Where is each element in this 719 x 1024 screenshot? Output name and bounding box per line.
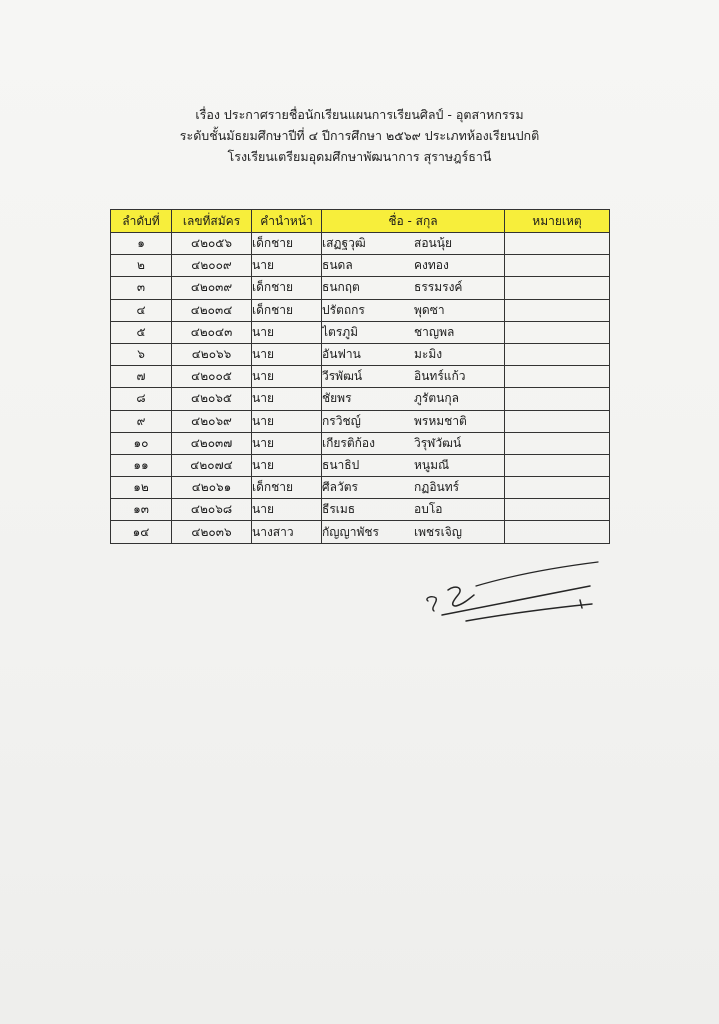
table-body — [111, 233, 610, 544]
table-row — [111, 277, 610, 299]
first-name: ปรัตถกร — [322, 302, 365, 317]
first-name: กัญญาพัชร — [322, 524, 379, 539]
col-name-header: ชื่อ - สกุล — [322, 210, 505, 233]
table-row — [111, 388, 610, 410]
table-row — [111, 454, 610, 476]
name-cell — [322, 366, 505, 388]
first-name: เกียรติก้อง — [322, 435, 375, 450]
name-cell — [322, 499, 505, 521]
name-cell — [322, 277, 505, 299]
first-name: ธนาธิป — [322, 457, 360, 472]
level-line: ระดับชั้นมัธยมศึกษาปีที่ ๔ ปีการศึกษา ๒๕๖๙ ประเภทห้องเรียนปกติ — [179, 128, 540, 143]
title-cell: นาย — [252, 255, 322, 277]
app-no-cell: ๔๒๐๖๑ — [172, 477, 252, 499]
table-row — [111, 499, 610, 521]
col-order-header: ลำดับที่ — [111, 210, 172, 233]
first-name: ธนกฤต — [322, 280, 360, 295]
last-name: มะมิง — [414, 347, 443, 362]
remark-cell — [505, 410, 610, 432]
app-no-cell: ๔๒๐๐๕ — [172, 366, 252, 388]
name-cell — [322, 299, 505, 321]
title-cell: นาย — [252, 321, 322, 343]
table-row — [111, 410, 610, 432]
title-cell: เด็กชาย — [252, 299, 322, 321]
last-name: อบโอ — [414, 502, 443, 517]
order-cell: ๓ — [111, 277, 172, 299]
order-cell: ๑ — [111, 233, 172, 255]
app-no-cell: ๔๒๐๖๕ — [172, 388, 252, 410]
remark-cell — [505, 388, 610, 410]
order-cell: ๕ — [111, 321, 172, 343]
last-name: ภูรัตนกุล — [414, 391, 459, 406]
app-no-cell: ๔๒๐๓๔ — [172, 299, 252, 321]
app-no-cell: ๔๒๐๓๗ — [172, 432, 252, 454]
name-cell — [322, 321, 505, 343]
remark-cell — [505, 277, 610, 299]
first-name: ชัยพร — [322, 391, 352, 406]
table-row — [111, 321, 610, 343]
app-no-cell: ๔๒๐๖๘ — [172, 499, 252, 521]
remark-cell — [505, 343, 610, 365]
name-cell — [322, 432, 505, 454]
last-name: วิรุฬวัฒน์ — [414, 435, 462, 450]
title-cell: นาย — [252, 410, 322, 432]
school-line: โรงเรียนเตรียมอุดมศึกษาพัฒนาการ สุราษฎร์ธานี — [227, 149, 492, 164]
order-cell: ๑๑ — [111, 454, 172, 476]
order-cell: ๖ — [111, 343, 172, 365]
app-no-cell: ๔๒๐๖๙ — [172, 410, 252, 432]
first-name: อันฟาน — [322, 347, 361, 362]
first-name: ธีรเมธ — [322, 502, 356, 517]
order-cell: ๑๒ — [111, 477, 172, 499]
last-name: ธรรมรงค์ — [414, 280, 463, 295]
title-cell: เด็กชาย — [252, 277, 322, 299]
table-row — [111, 366, 610, 388]
title-cell: นาย — [252, 499, 322, 521]
name-cell — [322, 454, 505, 476]
remark-cell — [505, 454, 610, 476]
order-cell: ๙ — [111, 410, 172, 432]
title-cell: นาย — [252, 432, 322, 454]
remark-cell — [505, 366, 610, 388]
signature-icon — [420, 558, 610, 628]
remark-cell — [505, 255, 610, 277]
title-cell: นางสาว — [252, 521, 322, 543]
announcement-header — [0, 104, 719, 167]
student-table — [110, 209, 610, 544]
last-name: พุดซา — [414, 302, 445, 317]
table-header-row — [111, 210, 610, 233]
table-row — [111, 233, 610, 255]
name-cell — [322, 343, 505, 365]
name-cell — [322, 388, 505, 410]
remark-cell — [505, 432, 610, 454]
first-name: วีรพัฒน์ — [322, 369, 363, 384]
name-cell — [322, 233, 505, 255]
first-name: เสฏฐวุฒิ — [322, 236, 366, 251]
first-name: กรวิชญ์ — [322, 413, 361, 428]
table-row — [111, 521, 610, 543]
first-name: ศีลวัตร — [322, 480, 358, 495]
remark-cell — [505, 521, 610, 543]
remark-cell — [505, 299, 610, 321]
first-name: ไตรภูมิ — [322, 324, 359, 339]
last-name: สอนนุ้ย — [414, 236, 452, 251]
remark-cell — [505, 477, 610, 499]
app-no-cell: ๔๒๐๖๖ — [172, 343, 252, 365]
app-no-cell: ๔๒๐๔๓ — [172, 321, 252, 343]
table-row — [111, 255, 610, 277]
last-name: เพชรเจิญ — [414, 524, 462, 539]
last-name: หนูมณี — [414, 457, 450, 472]
title-cell: นาย — [252, 366, 322, 388]
title-cell: นาย — [252, 388, 322, 410]
order-cell: ๑๔ — [111, 521, 172, 543]
remark-cell — [505, 233, 610, 255]
first-name: ธนดล — [322, 258, 353, 273]
remark-cell — [505, 499, 610, 521]
remark-cell — [505, 321, 610, 343]
order-cell: ๗ — [111, 366, 172, 388]
name-cell — [322, 410, 505, 432]
last-name: กฏอินทร์ — [414, 480, 460, 495]
table-row — [111, 299, 610, 321]
title-cell: เด็กชาย — [252, 233, 322, 255]
order-cell: ๑๓ — [111, 499, 172, 521]
last-name: คงทอง — [414, 258, 449, 273]
app-no-cell: ๔๒๐๕๖ — [172, 233, 252, 255]
last-name: อินทร์แก้ว — [414, 369, 466, 384]
table-row — [111, 432, 610, 454]
name-cell — [322, 477, 505, 499]
app-no-cell: ๔๒๐๓๖ — [172, 521, 252, 543]
table-row — [111, 343, 610, 365]
app-no-cell: ๔๒๐๓๙ — [172, 277, 252, 299]
last-name: พรหมชาติ — [414, 413, 467, 428]
order-cell: ๒ — [111, 255, 172, 277]
col-title-header: คำนำหน้า — [252, 210, 322, 233]
subject-line: เรื่อง ประกาศรายชื่อนักเรียนแผนการเรียนศิลป์ - อุตสาหกรรม — [195, 107, 524, 122]
order-cell: ๘ — [111, 388, 172, 410]
title-cell: นาย — [252, 454, 322, 476]
app-no-cell: ๔๒๐๐๙ — [172, 255, 252, 277]
title-cell: นาย — [252, 343, 322, 365]
order-cell: ๑๐ — [111, 432, 172, 454]
col-remark-header: หมายเหตุ — [505, 210, 610, 233]
title-cell: เด็กชาย — [252, 477, 322, 499]
last-name: ชาญพล — [414, 324, 455, 339]
app-no-cell: ๔๒๐๗๔ — [172, 454, 252, 476]
name-cell — [322, 255, 505, 277]
name-cell — [322, 521, 505, 543]
table-row — [111, 477, 610, 499]
order-cell: ๔ — [111, 299, 172, 321]
col-app-no-header: เลขที่สมัคร — [172, 210, 252, 233]
